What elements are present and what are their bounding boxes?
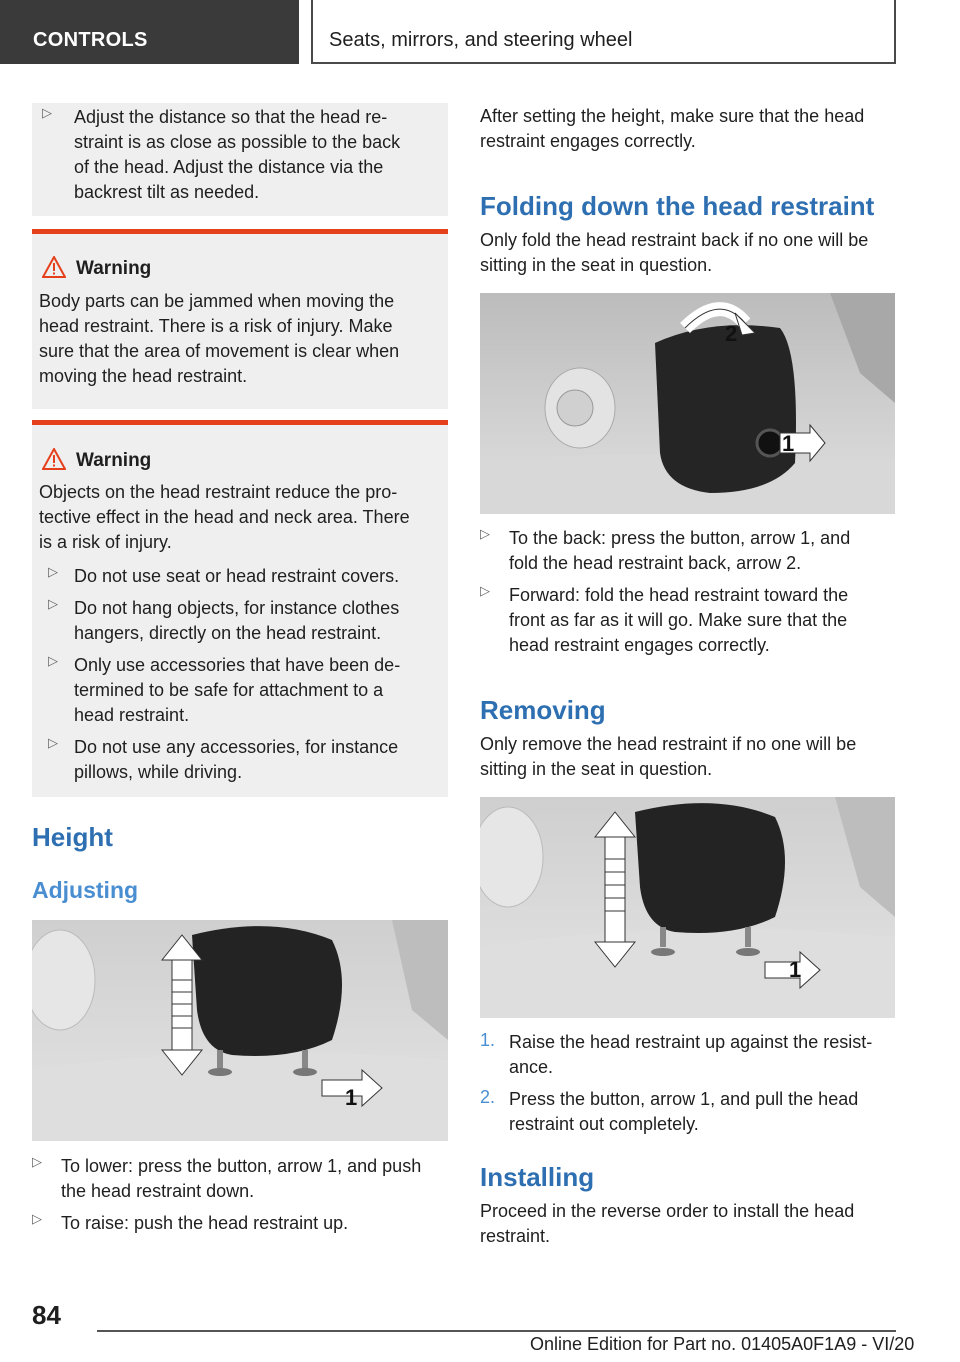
triangle-bullet-icon: ▷ — [42, 105, 52, 120]
section-heading: Installing — [480, 1162, 595, 1192]
step-number: 1. — [480, 1030, 496, 1050]
chapter-tab — [311, 0, 896, 64]
warning-box — [32, 229, 448, 409]
triangle-bullet-icon: ▷ — [48, 735, 58, 750]
triangle-bullet-icon: ▷ — [480, 526, 490, 541]
triangle-bullet-icon: ▷ — [48, 596, 58, 611]
triangle-bullet-icon: ▷ — [32, 1211, 42, 1226]
section-heading: Height — [32, 822, 113, 852]
intro-box: ▷ Adjust the distance so that the head re- straint is as close as possible to the back of the head. Adjust the distance via the backrest tilt as needed. — [32, 103, 448, 216]
head-restraint-height-illustration — [32, 920, 448, 1141]
arrow-label: 1 — [782, 431, 795, 456]
warning-title: Warning — [76, 258, 152, 279]
triangle-bullet-icon: ▷ — [48, 653, 58, 668]
warning-bar — [32, 420, 448, 425]
edition-text: Online Edition for Part no. 01405A0F1A9 - VI/20 — [530, 1334, 915, 1354]
arrow-label: 2 — [725, 321, 738, 346]
arrow-label: 1 — [345, 1085, 358, 1110]
paragraph: Proceed in the reverse order to install the head restraint. — [480, 1201, 855, 1246]
triangle-bullet-icon: ▷ — [480, 583, 490, 598]
triangle-bullet-icon: ▷ — [48, 564, 58, 579]
head-restraint-diagram — [32, 920, 448, 1141]
section-heading: Folding down the head restraint — [480, 191, 875, 221]
arrow-label: 1 — [789, 957, 802, 982]
section-heading: Removing — [480, 695, 606, 725]
fold-diagram — [480, 293, 895, 514]
paragraph: Only fold the head restraint back if no one will be sitting in the seat in question. — [480, 230, 869, 275]
chapter-title: Seats, mirrors, and steering wheel — [329, 29, 633, 51]
footer-divider — [97, 1330, 896, 1332]
remove-diagram — [480, 797, 895, 1018]
warning-triangle-icon — [42, 448, 66, 470]
paragraph: After setting the height, make sure that the head restraint engages correctly. — [480, 106, 865, 151]
triangle-bullet-icon: ▷ — [32, 1154, 42, 1169]
warning-body: Body parts can be jammed when moving the head restraint. There is a risk of injury. Make sure that the area of movement is clear when moving the head restraint. — [39, 291, 400, 386]
step-number: 2. — [480, 1087, 496, 1107]
paragraph: Only remove the head restraint if no one will be sitting in the seat in question. — [480, 734, 857, 779]
section-title: CONTROLS — [33, 29, 148, 51]
page-number: 84 — [32, 1300, 61, 1330]
warning-triangle-icon — [42, 256, 66, 278]
warning-title: Warning — [76, 450, 152, 471]
head-restraint-fold-illustration — [480, 293, 895, 514]
section-tab — [0, 0, 299, 64]
subsection-heading: Adjusting — [32, 877, 139, 903]
warning-bar — [32, 229, 448, 234]
warning-box: Warning Objects on the head restraint reduce the pro- tective effect in the head and neck area. There is a risk of injury. ▷ Do not use seat or head restraint covers. ▷ Do not hang objects, for instance clothes hangers, directly on the head restraint. ▷ Only use accessories that have been de- termined to be safe for attachment to a head restraint. ▷ Do not use any accessories, for instance pillows, while driving. — [32, 420, 448, 797]
warning-body: Objects on the head restraint reduce the pro- tective effect in the head and neck area. There is a risk of injury. — [39, 482, 410, 552]
head-restraint-remove-illustration — [480, 797, 895, 1018]
